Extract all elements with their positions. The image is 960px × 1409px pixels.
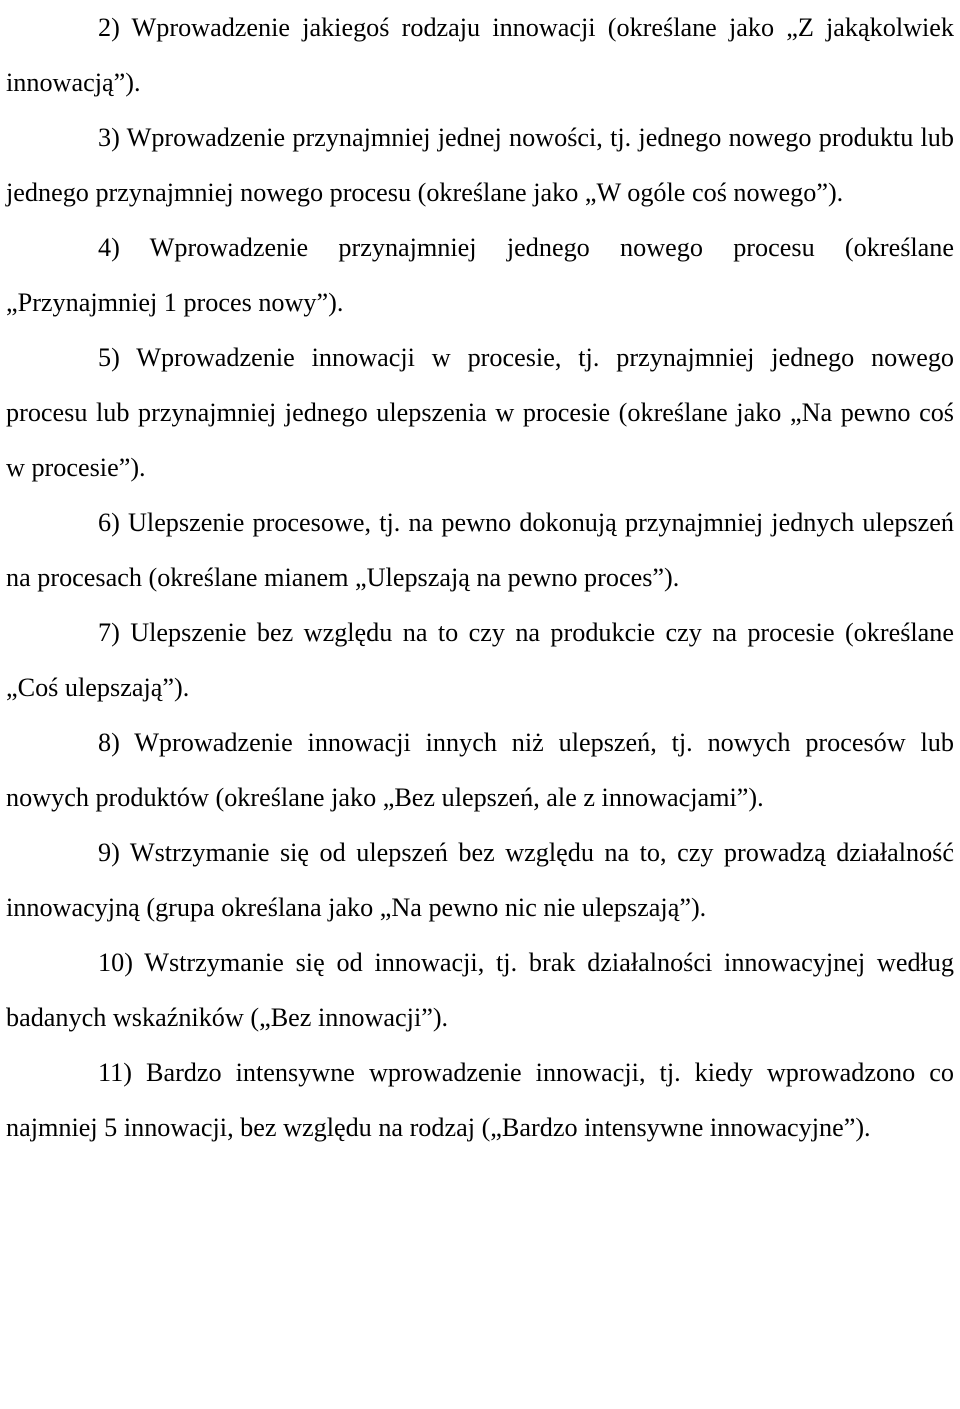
item-number: 2) xyxy=(98,13,120,42)
list-item xyxy=(6,935,954,1045)
list-item xyxy=(6,0,954,110)
list-item xyxy=(6,825,954,935)
item-text: Wprowadzenie przynajmniej jednej nowości, tj. jednego nowego produktu lub jednego przynajmniej nowego procesu (określane jako „W ogóle coś nowego”). xyxy=(6,123,954,207)
item-text: Wprowadzenie jakiegoś rodzaju innowacji (określane jako „Z jakąkolwiek innowacją”). xyxy=(6,13,954,97)
list-item xyxy=(6,110,954,220)
list-item xyxy=(6,495,954,605)
item-number: 8) xyxy=(98,728,120,757)
item-number: 10) xyxy=(98,948,133,977)
list-item xyxy=(6,330,954,495)
item-text: Wprowadzenie przynajmniej jednego nowego procesu (określane „Przynajmniej 1 proces nowy”). xyxy=(6,233,954,317)
item-text: Ulepszenie procesowe, tj. na pewno dokonują przynajmniej jednych ulepszeń na procesach (określane mianem „Ulepszają na pewno proces”). xyxy=(6,508,954,592)
item-text: Wstrzymanie się od ulepszeń bez względu na to, czy prowadzą działalność innowacyjną (grupa określana jako „Na pewno nic nie ulepszają”). xyxy=(6,838,954,922)
list-item xyxy=(6,220,954,330)
list-item xyxy=(6,1045,954,1155)
list-item xyxy=(6,715,954,825)
item-number: 9) xyxy=(98,838,120,867)
document-page xyxy=(6,0,954,1155)
item-text: Wprowadzenie innowacji innych niż ulepszeń, tj. nowych procesów lub nowych produktów (określane jako „Bez ulepszeń, ale z innowacjami”). xyxy=(6,728,954,812)
item-number: 5) xyxy=(98,343,120,372)
item-number: 3) xyxy=(98,123,120,152)
item-number: 7) xyxy=(98,618,120,647)
item-number: 4) xyxy=(98,233,120,262)
item-number: 6) xyxy=(98,508,120,537)
item-text: Bardzo intensywne wprowadzenie innowacji, tj. kiedy wprowadzono co najmniej 5 innowacji, bez względu na rodzaj („Bardzo intensywne innowacyjne”). xyxy=(6,1058,955,1142)
item-text: Ulepszenie bez względu na to czy na produkcie czy na procesie (określane „Coś ulepszają”). xyxy=(6,618,955,702)
item-text: Wprowadzenie innowacji w procesie, tj. przynajmniej jednego nowego procesu lub przynajmniej jednego ulepszenia w procesie (określane jako „Na pewno coś w procesie”). xyxy=(6,343,955,482)
item-text: Wstrzymanie się od innowacji, tj. brak działalności innowacyjnej według badanych wskaźników („Bez innowacji”). xyxy=(6,948,954,1032)
item-number: 11) xyxy=(98,1058,132,1087)
list-item xyxy=(6,605,954,715)
